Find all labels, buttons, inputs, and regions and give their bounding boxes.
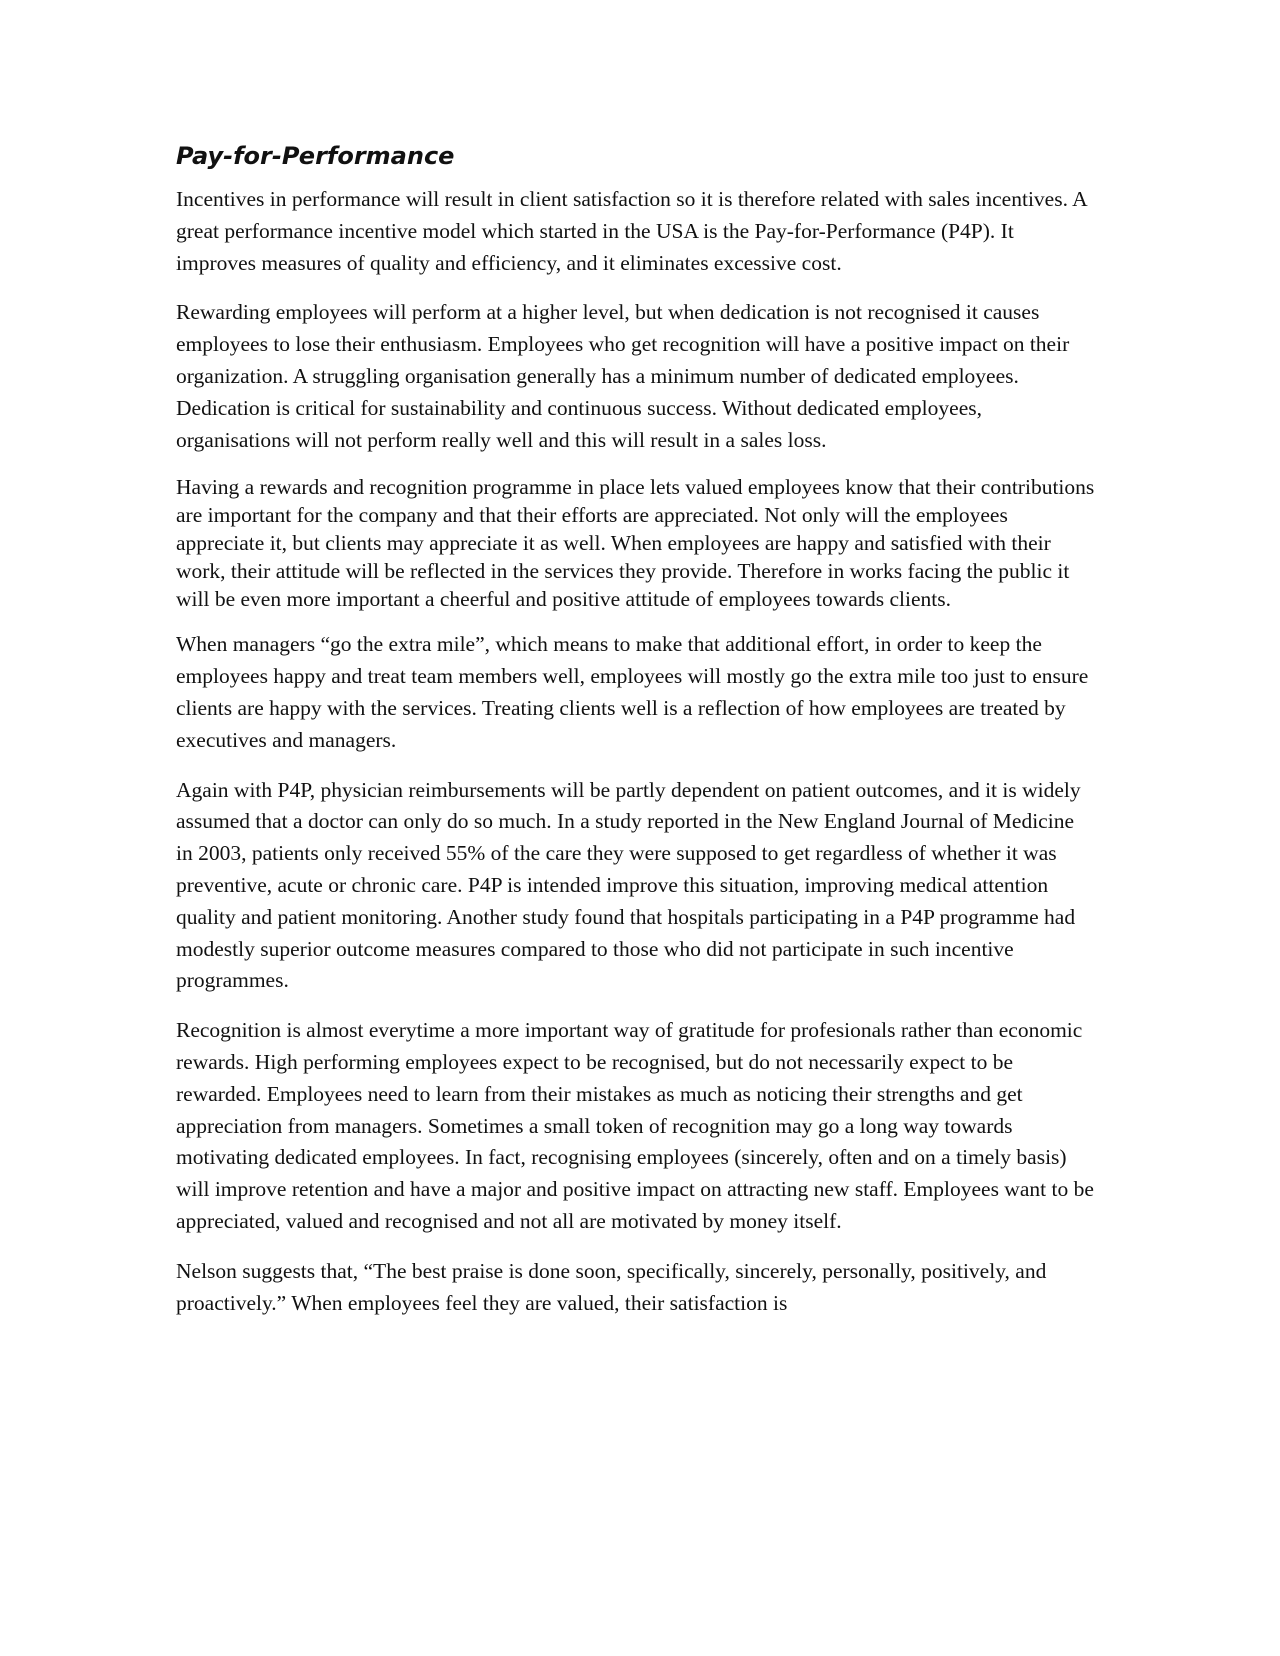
- paragraph-recognition-programme: Having a rewards and recognition programme in place lets valued employees know that their contributions are important for the company and that their efforts are appreciated. Not only will the employees appreciate it, but clients may appreciate it as well. When employees are happy and satisfied with their work, their attitude will be reflected in the services they provide. Therefore in works facing the public it will be even more important a cheerful and positive attitude of employees towards clients.: [176, 475, 1095, 611]
- paragraph-nelson: Nelson suggests that, “The best praise is done soon, specifically, sincerely, personally, positively, and proactively.” When employees feel they are valued, their satisfaction is: [176, 1258, 1047, 1315]
- paragraph-rewarding: Rewarding employees will perform at a higher level, but when dedication is not recognised it causes employees to lose their enthusiasm. Employees who get recognition will have a positive impact on their organization. A struggling organisation generally has a minimum number of dedicated employees. Dedication is critical for sustainability and continuous success. Without dedicated employees, organisations will not perform really well and this will result in a sales loss.: [176, 300, 1070, 452]
- paragraph-p4p-physicians: Again with P4P, physician reimbursements will be partly dependent on patient outcomes, and it is widely assumed that a doctor can only do so much. In a study reported in the New England Journal of Medicine in 2003, patients only received 55% of the care they were supposed to get regardless of whether it was preventive, acute or chronic care. P4P is intended improve this situation, improving medical attention quality and patient monitoring. Another study found that hospitals participating in a P4P programme had modestly superior outcome measures compared to those who did not participate in such incentive programmes.: [176, 777, 1081, 993]
- paragraph-recognition-gratitude: Recognition is almost everytime a more important way of gratitude for profesionals rather than economic rewards. High performing employees expect to be recognised, but do not necessarily expect to be rewarded. Employees need to learn from their mistakes as much as noticing their strengths and get appreciation from managers. Sometimes a small token of recognition may go a long way towards motivating dedicated employees. In fact, recognising employees (sincerely, often and on a timely basis) will improve retention and have a major and positive impact on attracting new staff. Employees want to be appreciated, valued and recognised and not all are motivated by money itself.: [176, 1018, 1094, 1233]
- paragraph-incentives: Incentives in performance will result in client satisfaction so it is therefore related with sales incentives. A great performance incentive model which started in the USA is the Pay-for-Performance (P4P). It improves measures of quality and efficiency, and it eliminates excessive cost.: [176, 187, 1087, 275]
- section-heading: Pay-for-Performance: [176, 142, 455, 170]
- paragraph-extra-mile: When managers “go the extra mile”, which means to make that additional effort, in order to keep the employees happy and treat team members well, employees will mostly go the extra mile too just to ensure clients are happy with the services. Treating clients well is a reflection of how employees are treated by executives and managers.: [176, 632, 1089, 752]
- document-body: [176, 140, 1096, 1337]
